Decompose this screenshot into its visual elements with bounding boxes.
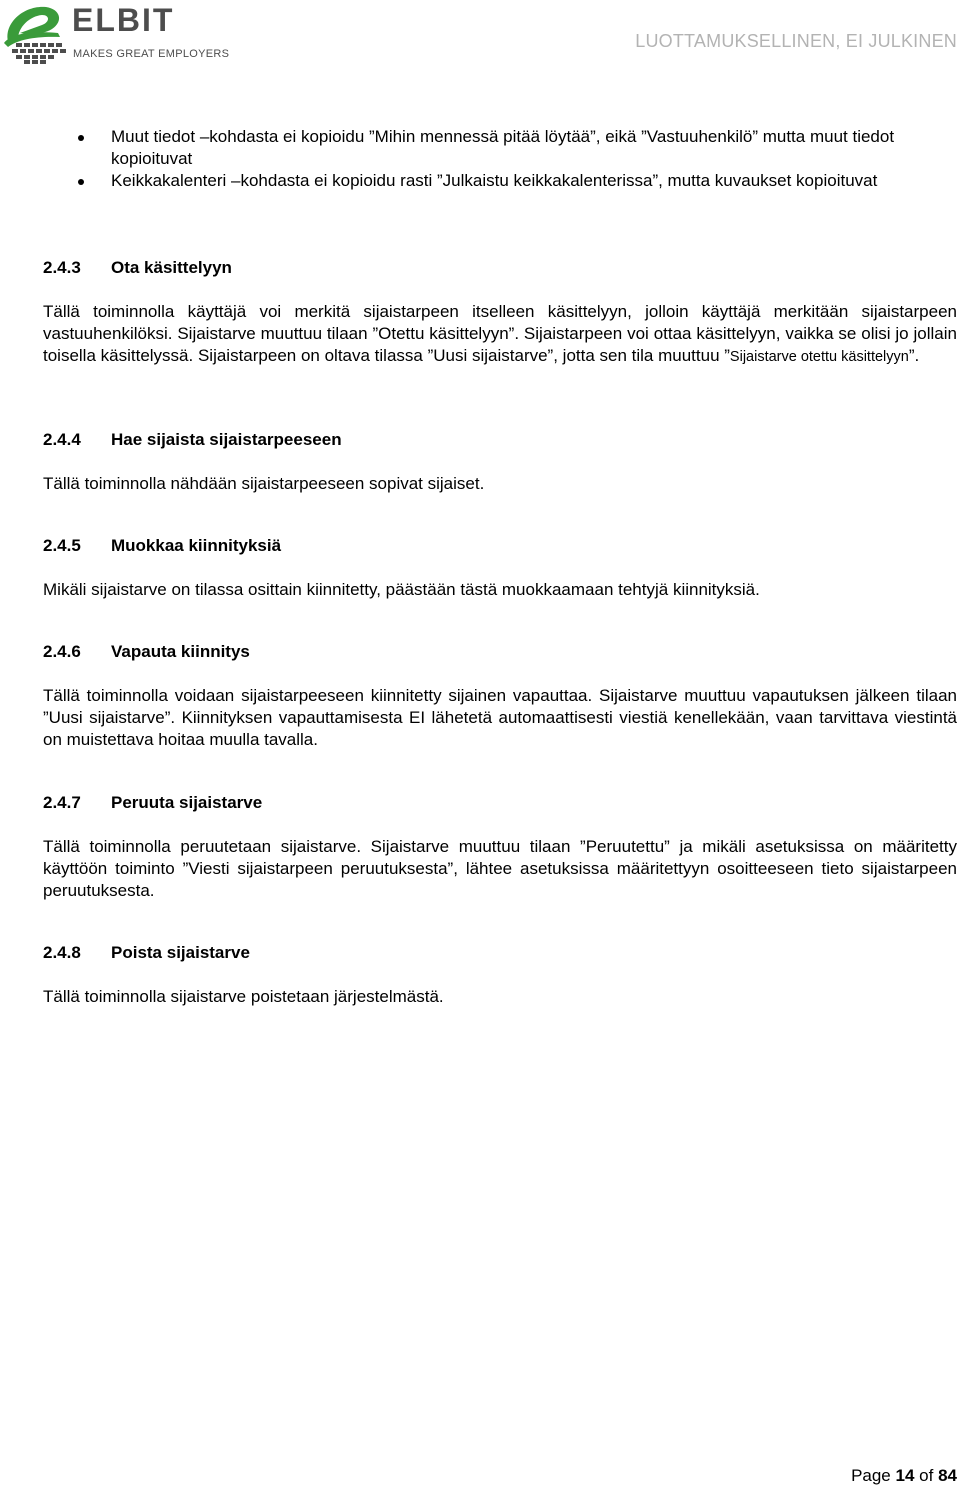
section-heading [43, 792, 957, 814]
section-title: Poista sijaistarve [111, 943, 250, 962]
section-2-4-7 [43, 792, 957, 902]
page-current: 14 [895, 1466, 915, 1485]
section-title: Muokkaa kiinnityksiä [111, 536, 282, 555]
section-title: Peruuta sijaistarve [111, 793, 263, 812]
section-2-4-5 [43, 535, 957, 601]
section-heading [43, 429, 957, 451]
bullet-icon [78, 135, 84, 141]
section-number: 2.4.6 [43, 642, 81, 661]
section-2-4-4 [43, 429, 957, 495]
section-title: Ota käsittelyyn [111, 258, 232, 277]
bullet-list [0, 126, 960, 192]
section-number: 2.4.4 [43, 430, 81, 449]
section-2-4-6 [43, 641, 957, 751]
elbit-logo-icon [2, 3, 72, 65]
section-number: 2.4.5 [43, 536, 81, 555]
logo-tagline: MAKES GREAT EMPLOYERS [73, 48, 230, 60]
bullet-icon [78, 179, 84, 185]
section-text-main: Tällä toiminnolla käyttäjä voi merkitä sijaistarpeen itselleen käsittelyyn, jolloin käyttäjä merkitään sijaistarpeen vastuuhenkilöksi. Sijaistarve muuttuu tilaan ”Otettu käsittelyyn”. Sijaistarpeen voi ottaa käsittelyyn, vaikka se olisi jo jollain toisella käsittelyssä. Sijaistarpeen on oltava tilassa ”Uusi sijaistarve”, jotta sen tila muuttuu ” [43, 302, 957, 365]
section-number: 2.4.7 [43, 793, 81, 812]
section-2-4-8 [43, 942, 957, 1008]
page-number-footer [851, 1466, 957, 1486]
section-heading [43, 535, 957, 557]
section-2-4-3 [43, 257, 957, 368]
section-text: Tällä toiminnolla voidaan sijaistarpeeseen kiinnitetty sijainen vapauttaa. Sijaistarve muuttuu vapautuksen jälkeen tilaan ”Uusi sijaistarve”. Kiinnityksen vapauttamisesta EI lähetetä automaattisesti viestiä kenellekään, vaan tarvittava viestintä on muistettava hoitaa muulla tavalla. [43, 686, 957, 749]
section-text: Tällä toiminnolla peruutetaan sijaistarve. Sijaistarve muuttuu tilaan ”Peruutettu” ja mikäli asetuksissa on määritetty käyttöön toiminto ”Viesti sijaistarpeen peruutuksesta”, lähtee asetuksissa määritettyyn osoitteeseen tieto sijaistarpeen peruutuksesta. [43, 837, 957, 900]
list-item [0, 126, 951, 170]
list-item [0, 170, 951, 192]
logo-wordmark: ELBIT [72, 2, 175, 38]
confidential-label: LUOTTAMUKSELLINEN, EI JULKINEN [635, 31, 957, 51]
bullet-text: Muut tiedot –kohdasta ei kopioidu ”Mihin mennessä pitää löytää”, eikä ”Vastuuhenkilö” mutta muut tiedot kopioituvat [111, 127, 895, 168]
section-heading [43, 641, 957, 663]
section-text: Tällä toiminnolla sijaistarve poistetaan järjestelmästä. [43, 987, 444, 1006]
section-text: Tällä toiminnolla nähdään sijaistarpeeseen sopivat sijaiset. [43, 474, 485, 493]
bullet-text: Keikkakalenteri –kohdasta ei kopioidu rasti ”Julkaistu keikkakalenterissa”, mutta kuvaukset kopioituvat [111, 171, 878, 190]
section-text-end: ”. [908, 346, 920, 365]
of-word: of [919, 1466, 934, 1485]
section-text-status: Sijaistarve otettu käsittelyyn [729, 349, 909, 365]
section-title: Vapauta kiinnitys [111, 642, 250, 661]
elbit-logo [2, 2, 230, 65]
section-title: Hae sijaista sijaistarpeeseen [111, 430, 342, 449]
page-word: Page [851, 1466, 891, 1485]
section-heading [43, 942, 957, 964]
section-number: 2.4.3 [43, 258, 81, 277]
section-text: Mikäli sijaistarve on tilassa osittain kiinnitetty, päästään tästä muokkaamaan tehtyjä kiinnityksiä. [43, 580, 760, 599]
section-heading [43, 257, 957, 279]
section-text [43, 301, 957, 368]
section-number: 2.4.8 [43, 943, 81, 962]
page-total: 84 [938, 1466, 957, 1485]
